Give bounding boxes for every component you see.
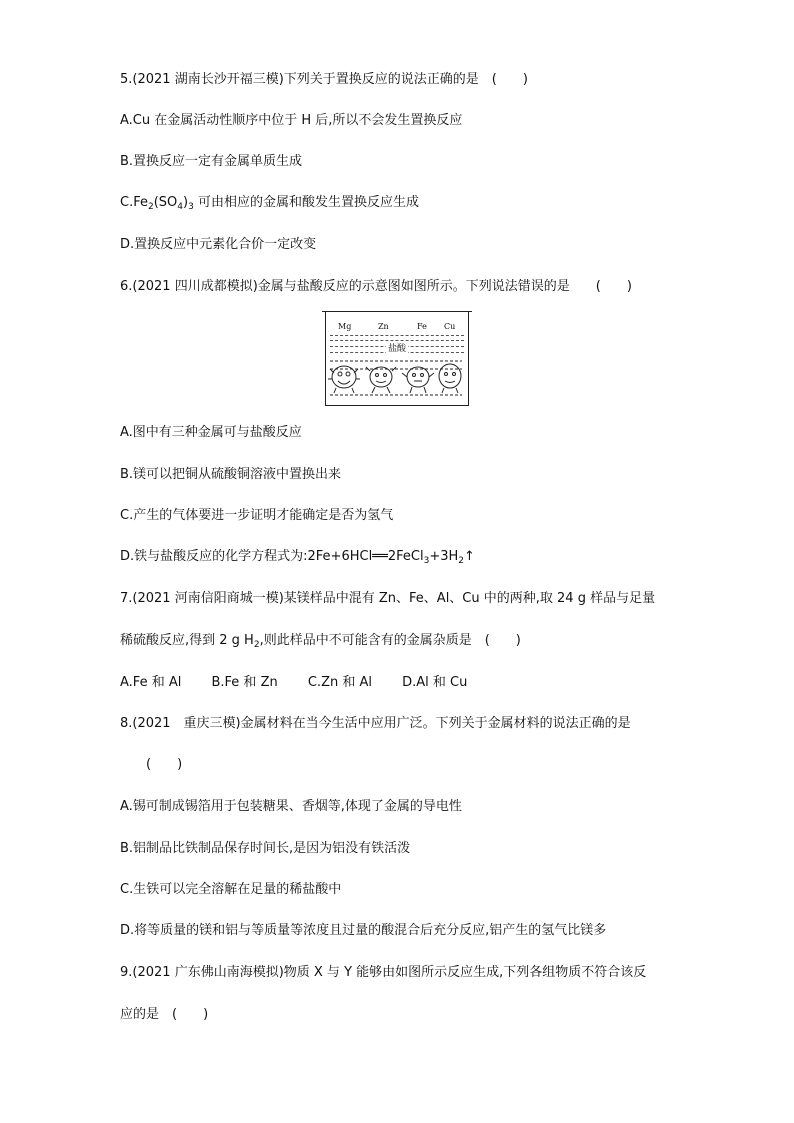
q5-option-d: D.置换反应中元素化合价一定改变 (120, 237, 317, 252)
q6-option-d: D.铁与盐酸反应的化学方程式为$:2Fe+6HCl══2FeCl_3+3H_2↑$ (120, 549, 475, 566)
q6-option-b: B.镁可以把铜从硫酸铜溶液中置换出来 (120, 467, 342, 482)
q5-stem: 5.(2021 湖南长沙开福三模)下列关于置换反应的说法正确的是 ( ) (120, 72, 528, 87)
q7-option-a: A.Fe 和 Al (120, 675, 182, 690)
q6-option-a: A.图中有三种金属可与盐酸反应 (120, 425, 302, 440)
q8-answer-paren: ( ) (146, 757, 183, 772)
q8-option-a: A.锡可制成锡箔用于包装糖果、香烟等,体现了金属的导电性 (120, 799, 462, 814)
q6-option-c: C.产生的气体要进一步证明才能确定是否为氢气 (120, 508, 394, 523)
q5-option-c: $C.Fe_2(SO_4)_3$ 可由相应的金属和酸发生置换反应生成 (120, 195, 419, 212)
q7-option-c: C.Zn 和 Al (307, 675, 372, 690)
q9-stem-line2: 应的是 ( ) (120, 1007, 209, 1022)
metal-label-mg: Mg (338, 322, 352, 331)
q8-stem: 8.(2021 重庆三模)金属材料在当今生活中应用广泛。下列关于金属材料的说法正确的是 (120, 716, 631, 731)
acid-label: 盐酸 (386, 341, 408, 354)
metal-cartoon-figures (326, 355, 467, 403)
metal-label-zn: Zn (378, 322, 389, 331)
q5-option-a: A.Cu 在金属活动性顺序中位于 H 后,所以不会发生置换反应 (120, 113, 463, 128)
q9-stem-line1: 9.(2021 广东佛山南海模拟)物质 X 与 Y 能够由如图所示反应生成,下列各组物质不符合该反 (120, 965, 647, 980)
q7-option-b: B.Fe 和 Zn (211, 675, 278, 690)
q5-option-b: B.置换反应一定有金属单质生成 (120, 154, 303, 169)
q8-option-b: B.铝制品比铁制品保存时间长,是因为铝没有铁活泼 (120, 841, 411, 856)
metal-label-cu: Cu (444, 322, 456, 331)
q6-stem: 6.(2021 四川成都模拟)金属与盐酸反应的示意图如图所示。下列说法错误的是 ( ) (120, 279, 632, 294)
fe-cartoon-icon (402, 367, 434, 393)
q8-option-c: C.生铁可以完全溶解在足量的稀盐酸中 (120, 882, 342, 897)
metal-label-fe: Fe (417, 322, 427, 331)
reaction-equals-sign: ══ (372, 549, 388, 564)
acid-beaker-figure (325, 311, 469, 406)
q7-option-d: D.Al 和 Cu (402, 675, 468, 690)
q7-stem-line1: 7.(2021 河南信阳商城一模)某镁样品中混有 Zn、Fe、Al、Cu 中的两种,取 24 g 样品与足量 (120, 591, 656, 606)
zn-cartoon-icon (366, 367, 396, 393)
mg-cartoon-icon (328, 366, 360, 393)
q8-option-d: D.将等质量的镁和铝与等质量等浓度且过量的酸混合后充分反应,铝产生的氢气比镁多 (120, 923, 607, 938)
cu-cartoon-icon (439, 364, 461, 393)
q7-options (120, 674, 493, 692)
q7-stem-line2: 稀硫酸反应,得到 2 g $H_2$,则此样品中不可能含有的金属杂质是 ( ) (120, 633, 521, 650)
